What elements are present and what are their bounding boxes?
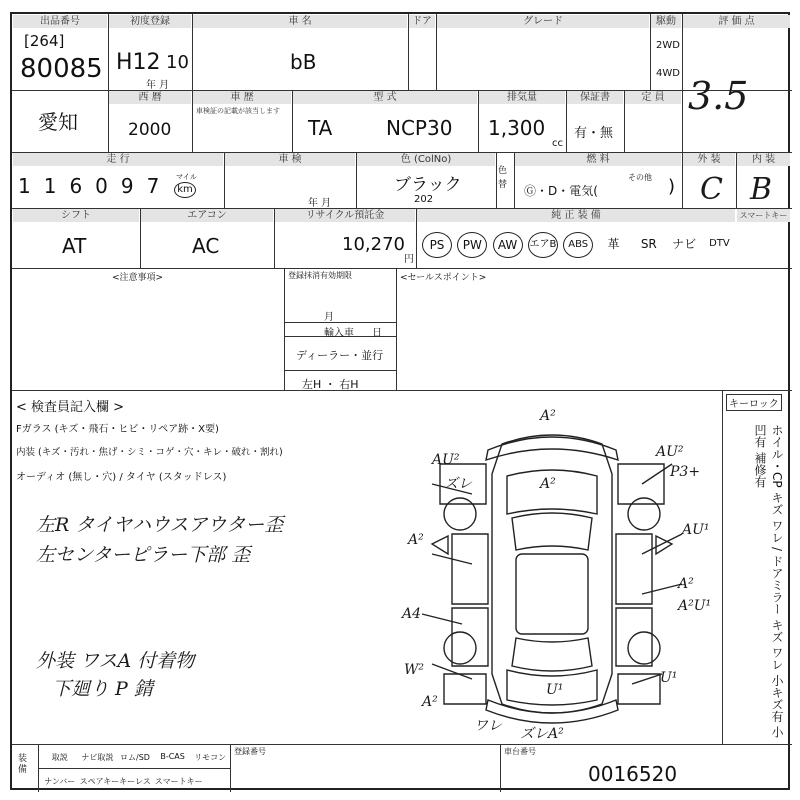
lot-prefix: [264]	[24, 32, 65, 50]
damage-au1-right-door: AU¹	[682, 522, 710, 538]
damage-zure-left: ズレ	[444, 476, 472, 492]
lot-number: 80085	[20, 54, 103, 84]
mileage-unit-alt: マイル	[176, 173, 197, 181]
footer-row2-item-1: スペアキー	[79, 777, 120, 786]
footer-row1-item-0: 取説	[51, 753, 68, 762]
expiry-day-unit: 日	[372, 328, 382, 339]
footer-row1-item-4: リモコン	[194, 753, 227, 762]
damage-u1-right-rear: U¹	[660, 670, 678, 686]
score-value: 3.5	[688, 74, 749, 118]
frame-number: 0016520	[588, 762, 678, 786]
damage-w2-left: W²	[404, 662, 425, 678]
displacement-unit: cc	[552, 138, 563, 149]
fuel-label: 燃 料	[515, 153, 681, 166]
handle-value: 左H ・ 右H	[302, 378, 359, 391]
equipment-6: SR	[640, 237, 657, 251]
auction-sheet	[10, 12, 790, 790]
damage-a2-front: A²	[540, 408, 556, 424]
interior-score: B	[750, 172, 773, 207]
ac-label: エアコン	[141, 209, 273, 222]
shaken-unit: 年 月	[308, 198, 332, 209]
car-diagram	[392, 404, 712, 740]
sales-point-label: <セールスポイント>	[400, 273, 487, 283]
footer-row2-item-0: ナンバー	[44, 777, 76, 786]
damage-a2-left-door: A²	[408, 532, 424, 548]
equipment-5: 革	[607, 237, 620, 251]
reg-no-label: 登録番号	[234, 747, 266, 756]
shift-label: シフト	[13, 209, 139, 222]
equipment-7: ナビ	[672, 237, 697, 251]
damage-a4-left: A4	[402, 606, 422, 622]
drive-label: 駆動	[651, 15, 681, 28]
equipment-4: ABS	[563, 232, 593, 258]
score-label: 評 価 点	[683, 15, 790, 28]
recycle-label: リサイクル預託金	[275, 209, 415, 222]
color-name: ブラック	[394, 175, 462, 195]
displacement-value: 1,300	[488, 116, 546, 140]
drive-2wd: 2WD	[656, 40, 680, 51]
lot-label: 出品番号	[13, 15, 107, 28]
footer-sub-label: 装備	[18, 754, 28, 775]
damage-au2-left: AU²	[432, 452, 460, 468]
first-reg-label: 初度登録	[109, 15, 191, 28]
inspector-note-1: 左R タイヤハウスアウター歪	[36, 514, 284, 536]
door-label: ドア	[409, 15, 435, 28]
mileage-label: 走 行	[13, 153, 223, 166]
equipment-3: エアB	[528, 232, 558, 258]
import-value: ディーラー・並行	[296, 349, 384, 362]
damage-u1-rear: U¹	[546, 682, 564, 698]
damage-ware-rear: ワレ	[474, 718, 502, 734]
first-reg-unit: 年 月	[146, 80, 170, 91]
history-label: 車 歴	[193, 91, 291, 104]
inspector-line-2: 内装 (キズ・汚れ・焦げ・シミ・コゲ・穴・キレ・破れ・割れ)	[16, 447, 283, 458]
inspector-note-4: 下廻り P 錆	[52, 678, 153, 700]
exterior-label: 外 装	[683, 153, 735, 166]
expiry-month-unit: 月	[324, 312, 334, 323]
grade-label: グレード	[437, 15, 649, 28]
year-value: 2000	[128, 120, 172, 140]
attention-label: <注意事項>	[112, 273, 164, 283]
equipment-2: AW	[493, 232, 523, 258]
damage-zure-a2-rear: ズレA²	[520, 726, 564, 742]
first-reg-era: H12	[116, 50, 161, 75]
color-no: 202	[414, 194, 434, 205]
mileage-unit-km: km	[174, 182, 196, 198]
inspector-note-2: 左センターピラー下部 歪	[36, 544, 251, 566]
inspector-note-3: 外装 ワスA 付着物	[36, 650, 195, 672]
footer-row2-item-3: スマートキー	[154, 777, 203, 786]
type-code: NCP30	[386, 116, 453, 140]
fuel-other: その他	[628, 173, 652, 182]
year-label: 西 暦	[109, 91, 191, 104]
damage-a2-right-rear: A²	[678, 576, 694, 592]
footer-row1-item-2: ロム/SD	[120, 753, 150, 762]
fuel-options: Ⓖ・D・電気(	[524, 184, 598, 198]
equipment-label: 純 正 装 備	[417, 209, 735, 222]
inspector-title: < 検査員記入欄 >	[16, 400, 125, 415]
smartkey-label: スマートキー	[737, 209, 790, 222]
equipment-8: DTV	[709, 238, 730, 249]
type-label: 型 式	[293, 91, 477, 104]
inspector-line-1: Fガラス (キズ・飛石・ヒビ・リペア跡・X要)	[16, 424, 219, 435]
type-prefix: TA	[308, 116, 333, 140]
location: 愛知	[38, 110, 78, 134]
side-column-text: ホイル・CP キズ ワレ / ドアミラー キズ ワレ 小キズ有 小凹有 補修有	[753, 424, 784, 739]
footer-row2-item-2: キーレス	[119, 777, 151, 786]
warranty-label: 保証書	[567, 91, 623, 104]
frame-number-label: 車台番号	[504, 747, 536, 756]
first-reg-month: 10	[166, 52, 189, 73]
mileage-digits: 116097	[18, 174, 173, 198]
model-name-label: 車 名	[193, 15, 407, 28]
recycle-amount: 10,270	[342, 234, 405, 255]
keylock-label: キーロック	[726, 394, 782, 411]
interior-label: 内 装	[737, 153, 790, 166]
footer-row1-item-3: B-CAS	[160, 752, 185, 761]
color-change-label: 色替	[498, 166, 508, 190]
damage-a2-hood: A²	[540, 476, 556, 492]
history-note: 車検証の記載が該当します	[196, 107, 280, 115]
ac-value: AC	[192, 234, 220, 258]
damage-a2u1-right: A²U¹	[678, 598, 712, 614]
equipment-0: PS	[422, 232, 452, 258]
warranty-value: 有・無	[574, 126, 614, 141]
registration-expiry-label: 登録抹消有効期限	[288, 271, 352, 280]
drive-4wd: 4WD	[656, 68, 680, 79]
capacity-label: 定 員	[625, 91, 681, 104]
equipment-1: PW	[457, 232, 487, 258]
model-name: bB	[290, 50, 317, 74]
inspector-line-3: オーディオ (無し・穴) / タイヤ (スタッドレス)	[16, 472, 227, 483]
import-label: 輸入車	[324, 328, 354, 339]
fuel-close-paren: )	[668, 176, 676, 197]
damage-au2-right: AU²	[656, 444, 684, 460]
damage-a2-left-rear: A²	[422, 694, 438, 710]
recycle-unit: 円	[404, 254, 414, 265]
displacement-label: 排気量	[479, 91, 565, 104]
footer-row1-item-1: ナビ取説	[81, 753, 114, 762]
shaken-label: 車 検	[225, 153, 355, 166]
damage-p3-right: P3+	[670, 464, 701, 480]
color-label: 色 (ColNo)	[357, 153, 495, 166]
shift-value: AT	[62, 234, 87, 258]
exterior-score: C	[700, 172, 723, 207]
